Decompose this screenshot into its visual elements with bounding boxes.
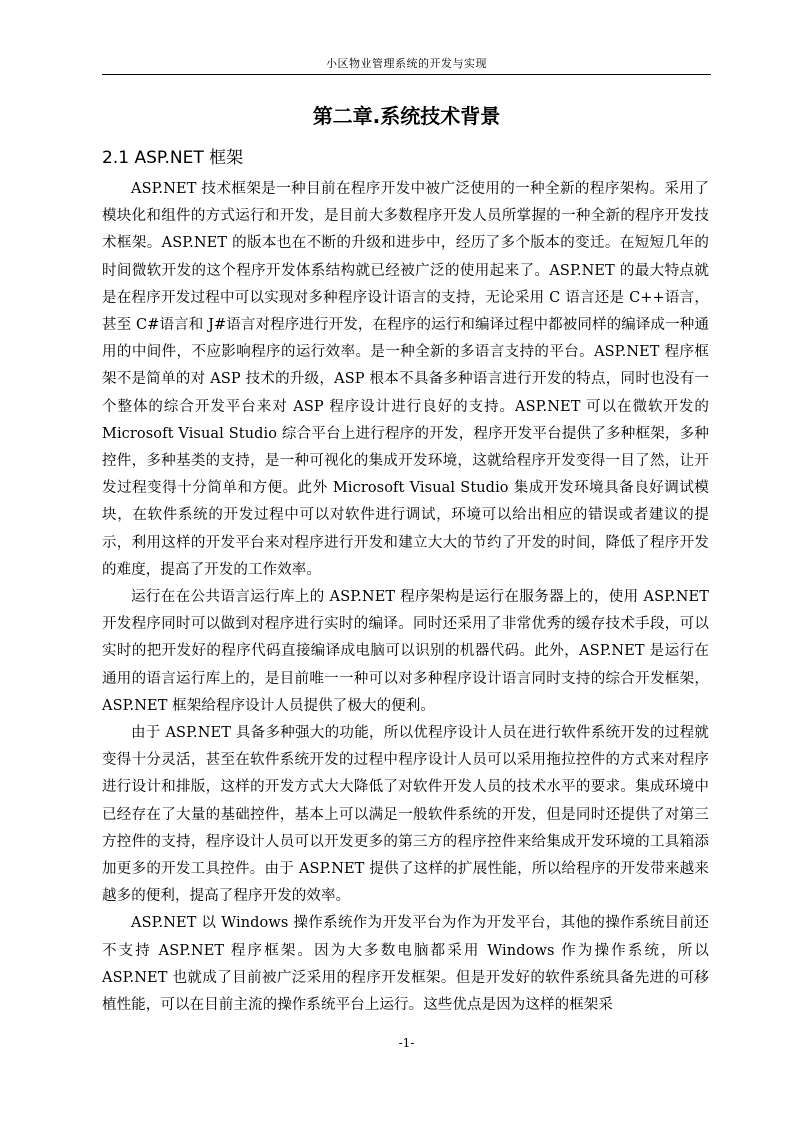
chapter-title: 第二章.系统技术背景: [312, 104, 501, 128]
page-number: -1-: [398, 1036, 415, 1050]
body-text: [102, 176, 709, 1019]
header-divider: [102, 74, 711, 75]
paragraph-3: 由于 ASP.NET 具备多种强大的功能，所以优程序设计人员在进行软件系统开发的过程就变得十分灵活，甚至在软件系统开发的过程中程序设计人员可以采用拖拉控件的方式来对程序进行设计和排版，这样的开发方式大大降低了对软件开发人员的技术水平的要求。集成环境中已经存在了大量的基础控件，基本上可以满足一般软件系统的开发，但是同时还提供了对第三方控件的支持，程序设计人员可以开发更多的第三方的程序控件来给集成开发环境的工具箱添加更多的开发工具控件。由于 ASP.NET 提供了这样的扩展性能，所以给程序的开发带来越来越多的便利，提高了程序开发的效率。: [102, 725, 709, 905]
paragraph-2: 运行在在公共语言运行库上的 ASP.NET 程序架构是运行在服务器上的，使用 ASP.NET 开发程序同时可以做到对程序进行实时的编译。同时还采用了非常优秀的缓存技术手段，可以实时的把开发好的程序代码直接编译成电脑可以识别的机器代码。此外，ASP.NET 是运行在通用的语言运行库上的，是目前唯一一种可以对多种程序设计语言同时支持的综合开发框架，ASP.NET 框架给程序设计人员提供了极大的便利。: [102, 589, 709, 714]
section-heading: 2.1 ASP.NET 框架: [102, 148, 244, 168]
running-header: 小区物业管理系统的开发与实现: [326, 57, 487, 70]
paragraph-4: ASP.NET 以 Windows 操作系统作为开发平台为作为开发平台，其他的操作系统目前还不支持 ASP.NET 程序框架。因为大多数电脑都采用 Windows 作为操作系统，所以 ASP.NET 也就成了目前被广泛采用的程序开发框架。但是开发好的软件系统具备先进的可移植性能，可以在目前主流的操作系统平台上运行。这些优点是因为这样的框架采: [102, 915, 709, 1014]
paragraph-1: ASP.NET 技术框架是一种目前在程序开发中被广泛使用的一种全新的程序架构。采用了模块化和组件的方式运行和开发，是目前大多数程序开发人员所掌握的一种全新的程序开发技术框架。ASP.NET 的版本也在不断的升级和进步中，经历了多个版本的变迁。在短短几年的时间微软开发的这个程序开发体系结构就已经被广泛的使用起来了。ASP.NET 的最大特点就是在程序开发过程中可以实现对多种程序设计语言的支持，无论采用 C 语言还是 C++语言，甚至 C#语言和 J#语言对程序进行开发，在程序的运行和编译过程中都被同样的编译成一种通用的中间件，不应影响程序的运行效率。是一种全新的多语言支持的平台。ASP.NET 程序框架不是简单的对 ASP 技术的升级，ASP 根本不具备多种语言进行开发的特点，同时也没有一个整体的综合开发平台来对 ASP 程序设计进行良好的支持。ASP.NET 可以在微软开发的 Microsoft Visual Studio 综合平台上进行程序的开发，程序开发平台提供了多种框架，多种控件，多种基类的支持，是一种可视化的集成开发环境，这就给程序开发变得一目了然，让开发过程变得十分简单和方便。此外 Microsoft Visual Studio 集成开发环境具备良好调试模块，在软件系统的开发过程中可以对软件进行调试，环境可以给出相应的错误或者建议的提示，利用这样的开发平台来对程序进行开发和建立大大的节约了开发的时间，降低了程序开发的难度，提高了开发的工作效率。: [102, 181, 709, 578]
